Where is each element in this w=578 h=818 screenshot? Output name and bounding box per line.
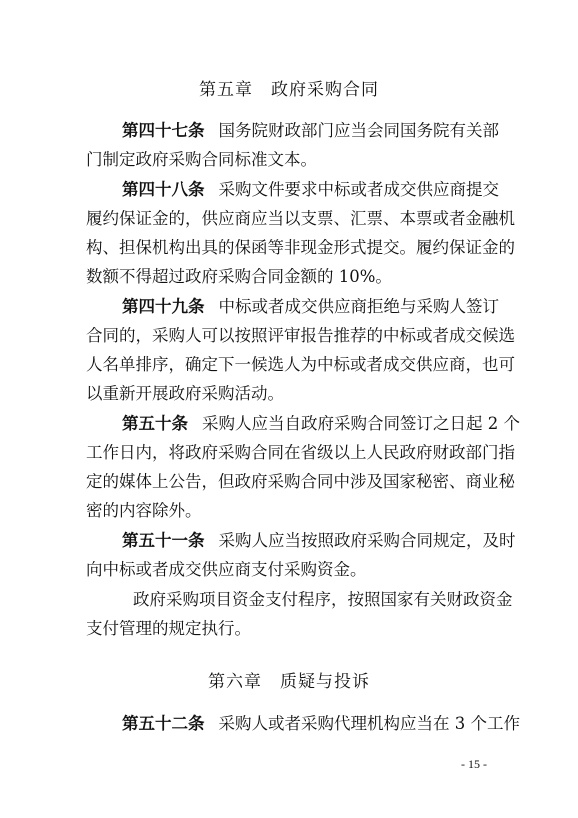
article-51-text-1: 采购人应当按照政府采购合同规定，及时: [218, 531, 516, 550]
article-48-line-3: 构、担保机构出具的保函等非现金形式提交。履约保证金的: [86, 238, 515, 257]
article-48-line-4: 数额不得超过政府采购合同金额的 10%。: [86, 267, 392, 286]
article-47-line-2: 门制定政府采购合同标准文本。: [86, 150, 317, 169]
article-49-line-4: 以重新开展政府采购活动。: [86, 384, 284, 403]
article-52-text-1: 采购人或者采购代理机构应当在 3 个工作: [218, 714, 520, 733]
article-47-text-1: 国务院财政部门应当会同国务院有关部: [218, 121, 499, 140]
article-50-text-1: 采购人应当自政府采购合同签订之日起 2 个: [202, 414, 520, 433]
article-51-line-2: 向中标或者成交供应商支付采购资金。: [86, 560, 367, 579]
article-48-text-1: 采购文件要求中标或者成交供应商提交: [218, 180, 499, 199]
article-48-heading: 第四十八条: [122, 180, 205, 199]
article-49-heading: 第四十九条: [122, 297, 205, 316]
page-number: - 15 -: [461, 757, 487, 771]
article-51-heading: 第五十一条: [122, 531, 205, 550]
chapter-5-title: 第五章 政府采购合同: [199, 80, 379, 100]
article-48-line-1: [122, 180, 499, 200]
article-51-para-2-line-2: 支付管理的规定执行。: [86, 619, 251, 638]
article-50-line-4: 密的内容除外。: [86, 501, 202, 520]
article-49-line-1: [122, 297, 499, 317]
article-47-heading: 第四十七条: [122, 121, 205, 140]
article-48-line-2: 履约保证金的，供应商应当以支票、汇票、本票或者金融机: [86, 209, 515, 228]
article-49-line-3: 人名单排序，确定下一候选人为中标或者成交供应商，也可: [86, 355, 515, 374]
article-50-line-2: 工作日内，将政府采购合同在省级以上人民政府财政部门指: [86, 443, 515, 462]
article-52-line-1: [122, 714, 520, 734]
chapter-6-title: 第六章 质疑与投诉: [208, 672, 370, 692]
article-47-line-1: [122, 121, 499, 141]
article-51-para-2-line-1: 政府采购项目资金支付程序，按照国家有关财政资金: [133, 590, 513, 609]
article-50-line-3: 定的媒体上公告，但政府采购合同中涉及国家秘密、商业秘: [86, 472, 515, 491]
article-49-line-2: 合同的，采购人可以按照评审报告推荐的中标或者成交候选: [86, 326, 515, 345]
article-51-line-1: [122, 531, 516, 551]
article-50-heading: 第五十条: [122, 414, 188, 433]
article-49-text-1: 中标或者成交供应商拒绝与采购人签订: [218, 297, 499, 316]
article-52-heading: 第五十二条: [122, 714, 205, 733]
article-50-line-1: [122, 414, 520, 434]
